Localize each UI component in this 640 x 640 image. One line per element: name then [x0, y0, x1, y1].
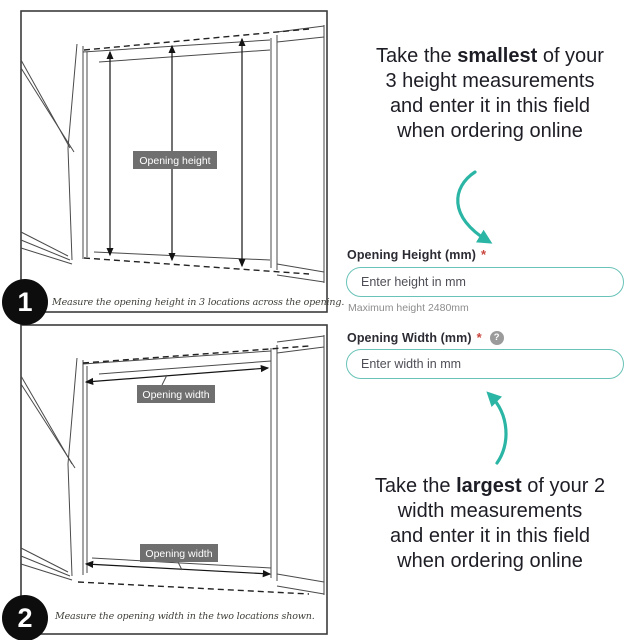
- help-tooltip-icon[interactable]: ?: [490, 331, 504, 345]
- opening-height-label-row: [347, 248, 486, 262]
- instruction-top-line4: when ordering online: [397, 120, 583, 142]
- instruction-bottom: [338, 474, 640, 574]
- opening-width-illustration: [20, 324, 328, 635]
- step2-caption: Measure the opening width in the two locations shown.: [55, 611, 315, 622]
- instruction-bottom-line3: and enter it in this field: [389, 525, 591, 547]
- step2-diagram: [20, 324, 328, 635]
- diagram-frame: [21, 325, 327, 634]
- step1-number: 1: [17, 286, 33, 317]
- opening-width-field-label: Opening Width (mm): [347, 331, 472, 345]
- instruction-bottom-line2: width measurements: [397, 500, 583, 522]
- arrow-down-to-height-field-icon: [436, 167, 512, 251]
- required-asterisk: *: [480, 247, 487, 262]
- arrow-up-to-width-field-icon: [468, 387, 524, 469]
- max-height-helper-text: Maximum height 2480mm: [348, 302, 469, 314]
- opening-width-top-label: Opening width: [142, 389, 210, 401]
- instruction-top: [338, 44, 640, 144]
- required-asterisk: *: [476, 330, 482, 345]
- instruction-top-line1: Take the smallest of your: [376, 45, 604, 67]
- opening-height-label: Opening height: [139, 155, 211, 167]
- opening-height-illustration: [20, 10, 328, 313]
- instruction-top-line2: 3 height measurements: [385, 70, 595, 92]
- step1-caption: Measure the opening height in 3 locations across the opening.: [52, 297, 345, 308]
- opening-width-bottom-label: Opening width: [145, 548, 213, 560]
- step2-number: 2: [17, 602, 33, 633]
- step1-badge: [2, 279, 48, 325]
- step1-diagram: [20, 10, 328, 313]
- opening-width-input[interactable]: [346, 349, 624, 379]
- instruction-bottom-line1: Take the largest of your 2: [374, 475, 606, 497]
- opening-width-label-row: [347, 331, 504, 345]
- opening-height-input[interactable]: [346, 267, 624, 297]
- opening-height-field-label: Opening Height (mm): [347, 248, 476, 262]
- instruction-bottom-line4: when ordering online: [397, 550, 583, 572]
- instruction-top-line3: and enter it in this field: [389, 95, 591, 117]
- step2-badge: [2, 595, 48, 640]
